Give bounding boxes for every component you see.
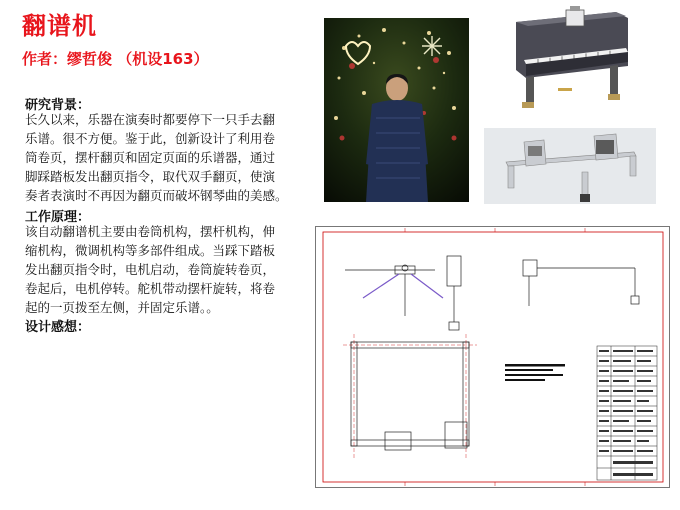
principle-line: 该自动翻谱机主要由卷筒机构，摆杆机构，伸 <box>25 224 276 239</box>
principle-paragraph <box>25 222 325 317</box>
background-line: 长久以来，乐器在演奏时都要停下一只手去翻 <box>25 112 276 127</box>
background-line: 乐谱。很不方便。鉴于此，创新设计了利用卷 <box>25 131 276 146</box>
principle-line: 卷起后，电机停转。舵机带动摆杆旋转，将卷 <box>25 281 276 296</box>
principle-line: 发出翻页指令时，电机启动，卷筒旋转卷页， <box>25 262 276 277</box>
background-paragraph <box>25 110 325 205</box>
author-line: 作者：缪哲俊 （机设163） <box>22 50 209 68</box>
principle-heading: 工作原理： <box>25 210 91 225</box>
background-line: 奏者表演时不再因为翻页而破坏钢琴曲的美感。 <box>25 188 288 203</box>
background-line: 筒卷页，摆杆翻页和固定页面的乐谱器，通过 <box>25 150 276 165</box>
mechanism-render <box>484 128 656 204</box>
principle-line: 起的一页拨至左侧，并固定乐谱。。 <box>25 300 219 315</box>
background-heading: 研究背景： <box>25 98 91 113</box>
background-line: 脚踩踏板发出翻页指令，取代双手翻页，使演 <box>25 169 276 184</box>
piano-render <box>498 4 638 114</box>
author-photo <box>324 18 469 202</box>
poster-title: 翻谱机 <box>22 12 97 40</box>
principle-line: 缩机构，微调机构等多部件组成。当踩下踏板 <box>25 243 276 258</box>
reflection-heading: 设计感想： <box>25 320 91 335</box>
engineering-drawing <box>315 226 670 488</box>
